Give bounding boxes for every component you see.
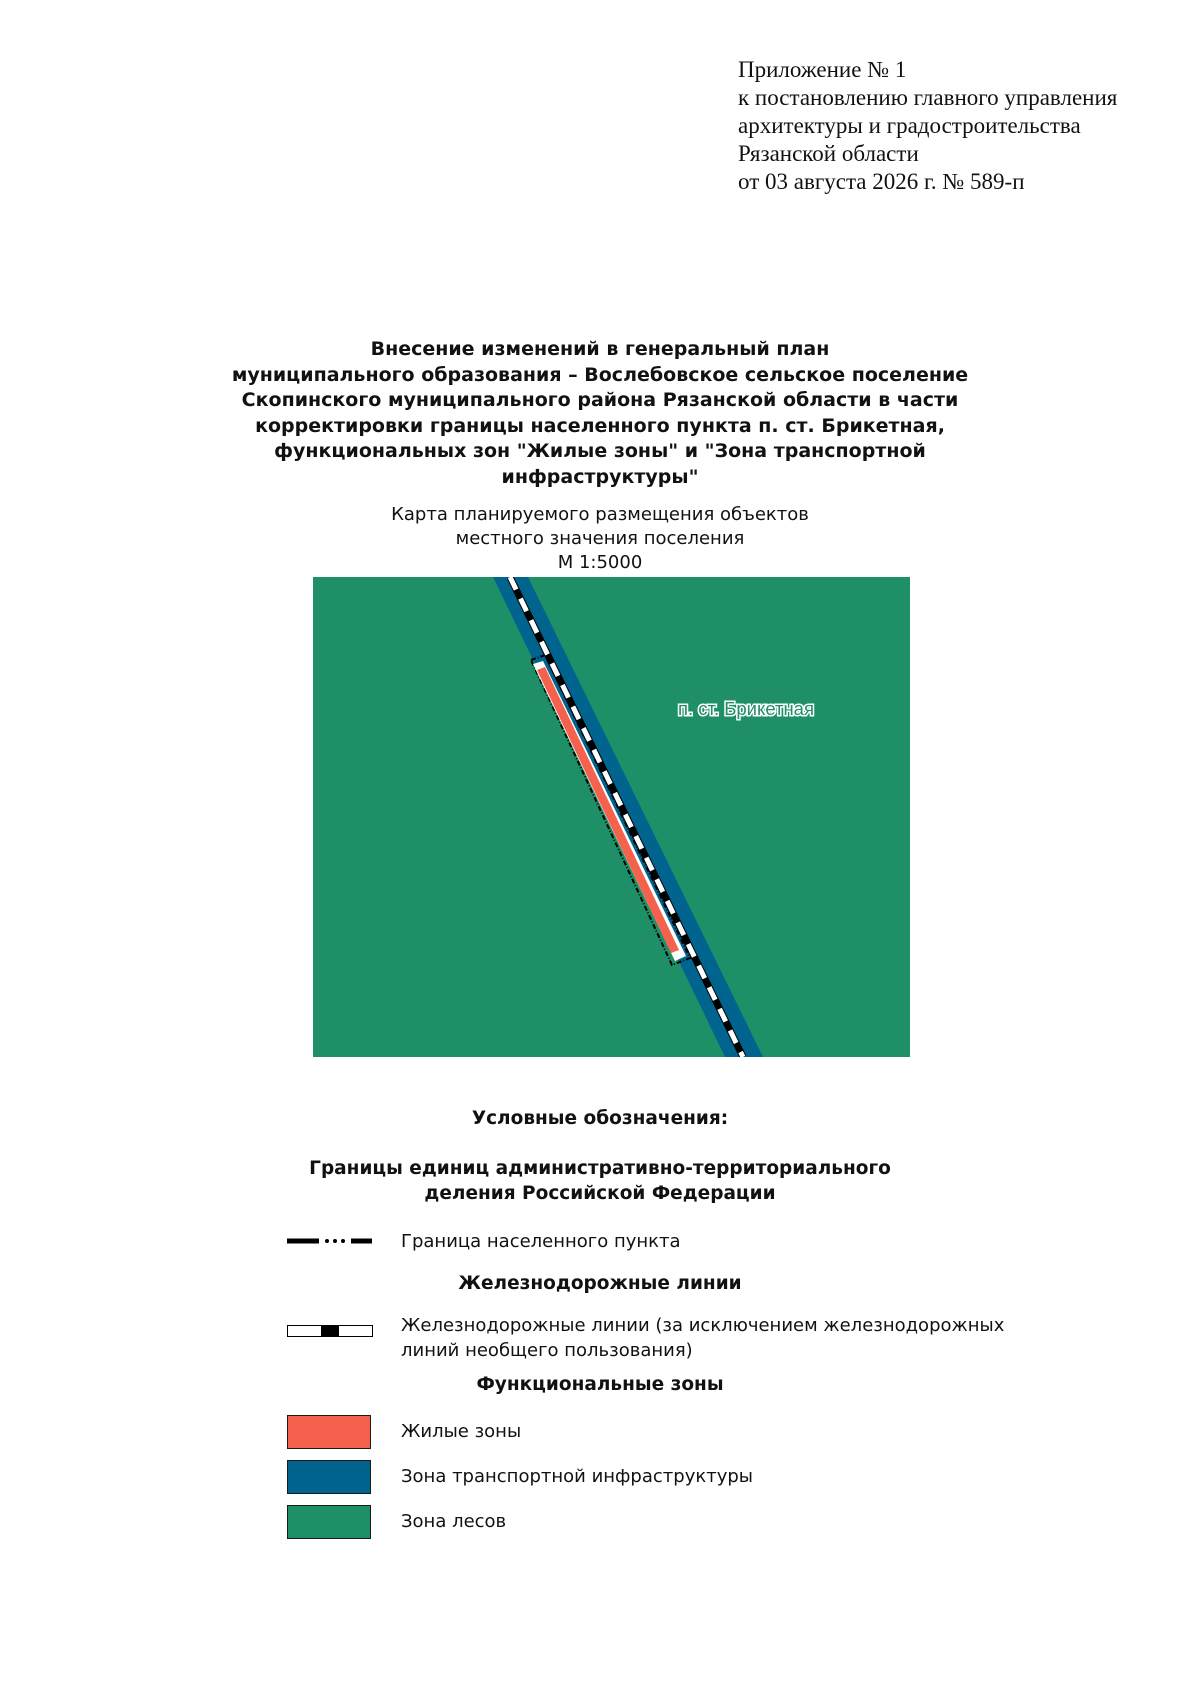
legend-section-admin-title-line: Границы единиц административно-территориального [309,1158,891,1179]
title-line: Внесение изменений в генеральный план [370,338,830,360]
legend-section-admin-title [200,1156,1000,1206]
settlement-boundary-symbol [287,1235,372,1247]
title-line: муниципального образования – Вослебовское сельское поселение [231,363,969,386]
swatch-forest-zone [287,1505,371,1539]
subtitle-line: Карта планируемого размещения объектов [391,504,809,525]
title-line: корректировки границы населенного пункта п. ст. Брикетная, [255,414,945,437]
appendix-line: Приложение № 1 [738,57,907,82]
map-subtitle [300,503,900,575]
title-line: инфраструктуры" [501,465,699,488]
legend-label-railway-line: Железнодорожные линии (за исключением железнодорожных [401,1315,1005,1336]
legend-section-admin-title-line: деления Российской Федерации [424,1183,776,1204]
swatch-transport-zone [287,1460,371,1494]
document-title [200,337,1000,490]
legend-label-railway-line: линий необщего пользования) [401,1340,693,1361]
legend-label-settlement-boundary: Граница населенного пункта [401,1231,681,1252]
title-line: функциональных зон "Жилые зоны" и "Зона транспортной [274,440,926,462]
legend-heading: Условные обозначения: [471,1108,729,1129]
legend-section-zones-title: Функциональные зоны [476,1374,724,1395]
legend-label-forest-zone: Зона лесов [401,1511,507,1532]
appendix-line: к постановлению главного управления [738,85,1118,110]
legend-label-railway [401,1313,1004,1363]
railway-line-symbol [287,1324,373,1338]
map-frame [313,577,910,1057]
map-canvas [313,577,910,1057]
appendix-line: Рязанской области [738,141,919,166]
appendix-line: архитектуры и градостроительства [738,113,1081,138]
appendix-line: от 03 августа 2026 г. № 589-п [738,169,1025,194]
legend-label-transport-zone: Зона транспортной инфраструктуры [401,1466,753,1487]
legend-section-railway-title: Железнодорожные линии [458,1273,742,1294]
map-scale: М 1:5000 [557,552,643,573]
swatch-residential-zone [287,1415,371,1449]
appendix-header [738,56,1117,196]
settlement-label: п. ст. Брикетная [678,698,814,719]
title-line: Скопинского муниципального района Рязанской области в части [241,389,959,411]
legend-label-residential-zone: Жилые зоны [401,1421,522,1442]
subtitle-line: местного значения поселения [455,528,745,549]
